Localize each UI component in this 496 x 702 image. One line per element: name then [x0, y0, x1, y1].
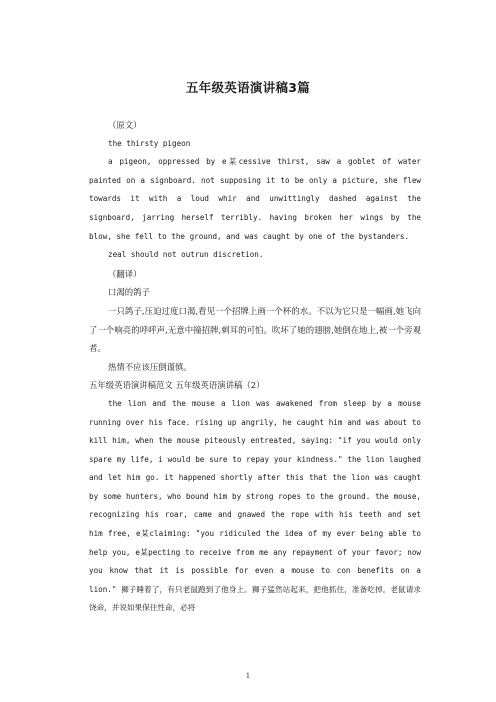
- paragraph-story-title-cn: 口渴的鸽子: [108, 287, 150, 298]
- paragraph-moral-cn: 热情不应该压倒谨慎。: [108, 361, 192, 372]
- paragraph-story-title-en: the thirsty pigeon: [108, 138, 191, 148]
- paragraph-story-body-cn: 一只鸽子,压迫过度口渴,看见一个招牌上画一个杯的水。不以为它只是一幅画,她飞向了一个响亮的呼呼声,无意中撞招牌,刺耳的可怕。吹坏了她的翅膀,她倒在地上,被一个旁观者。: [89, 305, 421, 354]
- section-heading-2: 五年级英语演讲稿范文 五年级英语演讲稿（2）: [89, 380, 265, 391]
- document-body: [89, 116, 421, 618]
- document-title: 五年级英语演讲稿3篇: [185, 80, 311, 95]
- paragraph-lion-mouse: the lion and the mouse a lion was awakened from sleep by a mouse running over his face. rising up angrily, he caught him and was about to kill him, when the mouse piteously entreated, saying: "if you would only spare my life, i would be sure to repay your kindness." the lion laughed and let him go. it happened shortly after this that the lion was caught by some hunters, who bound him by strong ropes to the ground. the mouse, recognizing his roar, came and gnawed the rope with his teeth and set him free, e某claiming: "you ridiculed the idea of my ever being able to help you, e某pecting to receive from me any repayment of your favor; now you know that it is possible for even a mouse to con benefits on a lion." 狮子睡着了，有只老鼠跑到了他身上。狮子猛然站起来，把他抓住，准备吃掉。老鼠请求饶命，并说如果保住性命，必将: [89, 398, 421, 613]
- paragraph-original-label: （原文）: [108, 120, 142, 130]
- page-number: 1: [245, 672, 251, 680]
- paragraph-story-body-en: a pigeon, oppressed by e某cessive thirst, saw a goblet of water painted on a signboard. not supposing it to be only a picture, she flew towards it with a loud whir and unwittingly dashed against the signboard, jarring herself terribly. having broken her wings by the blow, she fell to the ground, and was caught by one of the bystanders.: [89, 157, 421, 241]
- paragraph-moral-en: zeal should not outrun discretion.: [108, 250, 264, 260]
- paragraph-translation-label: （翻译）: [108, 268, 142, 279]
